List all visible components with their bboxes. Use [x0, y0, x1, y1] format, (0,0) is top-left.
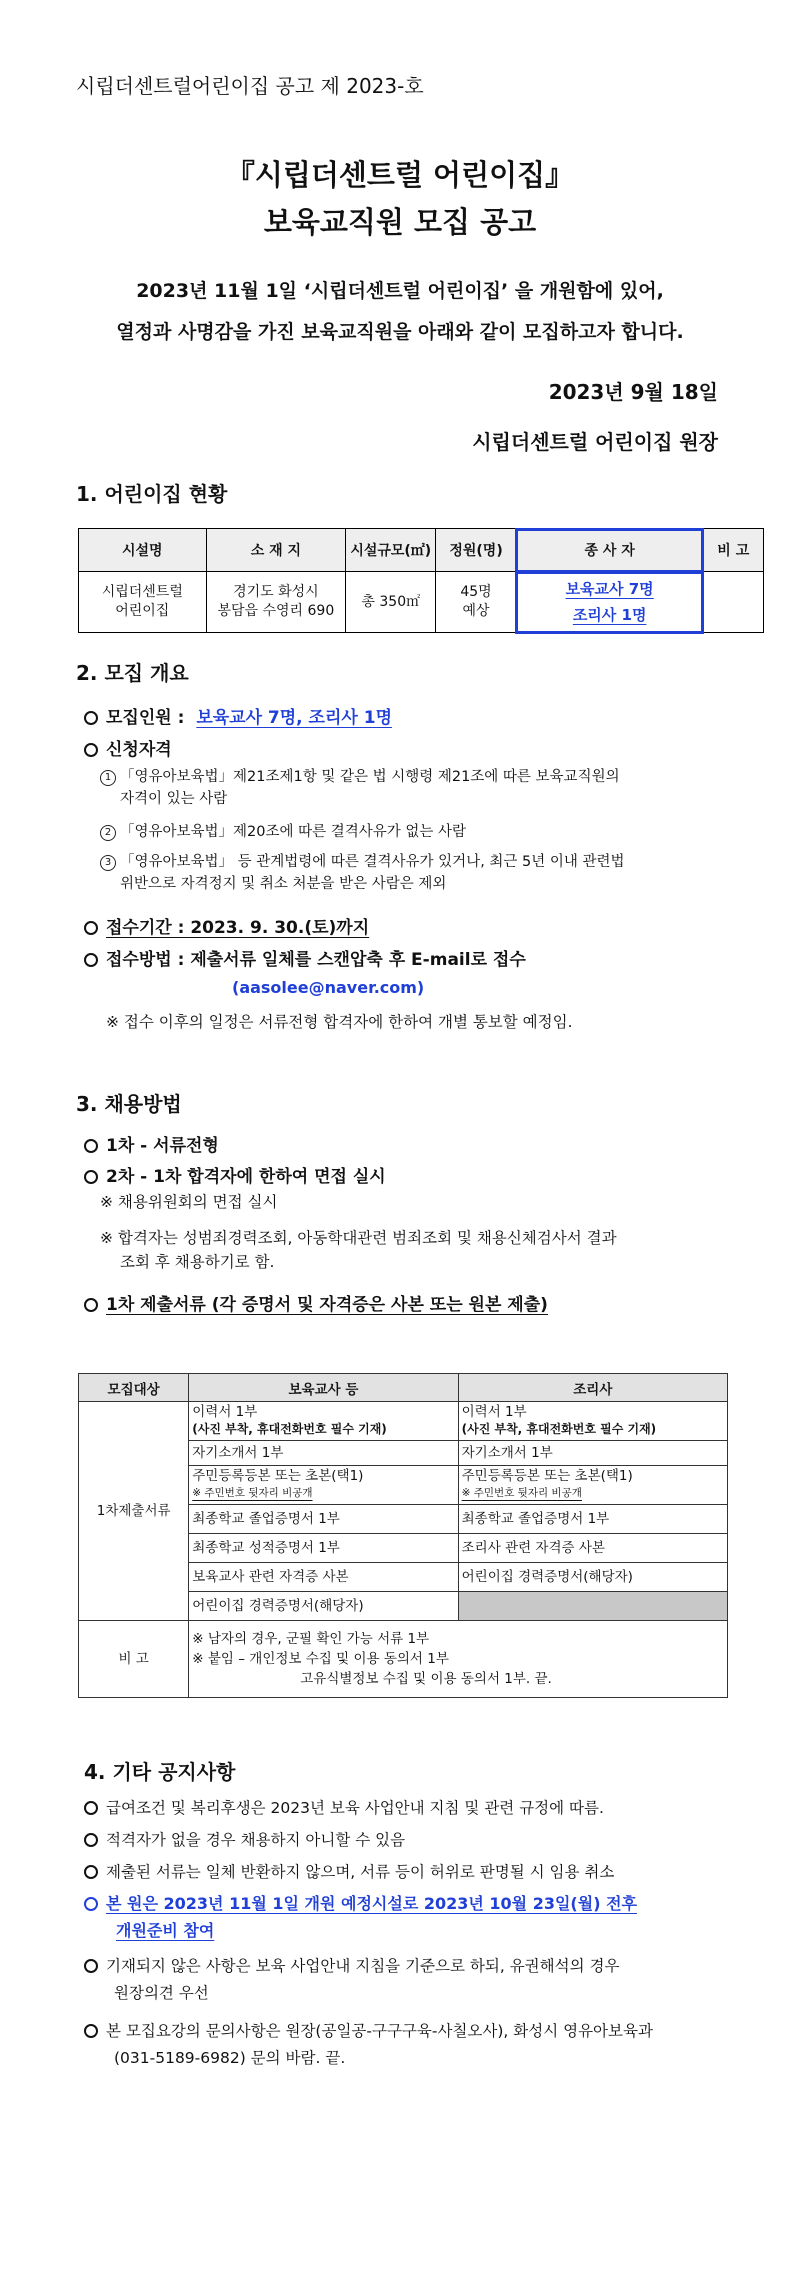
circled-number-icon: 3 [100, 855, 116, 871]
facility-size: 총 350㎡ [346, 572, 436, 633]
interview-note: ※ 채용위원회의 면접 실시 [100, 1193, 278, 1211]
notice-item: 기재되지 않은 사항은 보육 사업안내 지침을 기준으로 하되, 유권해석의 경우 원장의견 우선 [84, 1953, 619, 2007]
circle-bullet-icon [84, 1801, 98, 1815]
table-row: 자기소개서 1부 자기소개서 1부 [79, 1441, 728, 1466]
circle-bullet-icon [84, 1897, 98, 1911]
col-header: 종 사 자 [516, 529, 703, 572]
circled-number-icon: 2 [100, 825, 116, 841]
section-3-heading: 3. 채용방법 [76, 1092, 182, 1116]
notice-item: 급여조건 및 복리후생은 2023년 보육 사업안내 지침 및 관련 규정에 따름. [84, 1795, 604, 1822]
notice-number: 시립더센트럴어린이집 공고 제 2023-호 [76, 74, 424, 98]
circle-bullet-icon [84, 1139, 98, 1153]
col-header: 정원(명) [436, 529, 516, 572]
facility-staff: 보육교사 7명 조리사 1명 [516, 572, 703, 633]
col-header: 모집대상 [79, 1374, 189, 1402]
docs-heading: 1차 제출서류 (각 증명서 및 자격증은 사본 또는 원본 제출) [84, 1290, 548, 1315]
col-header: 비 고 [703, 529, 763, 572]
section-1-heading: 1. 어린이집 현황 [76, 482, 228, 506]
notice-item-highlight: 본 원은 2023년 11월 1일 개원 예정시설로 2023년 10월 23일(월) 전후 개원준비 참여 [84, 1890, 637, 1944]
facility-remark [703, 572, 763, 633]
qualification-item: 1 「영유아보육법」제21조제1항 및 같은 법 시행령 제21조에 따른 보육교직원의 자격이 있는 사람 [100, 766, 620, 810]
facility-address: 경기도 화성시 봉담읍 수영리 690 [206, 572, 346, 633]
step-1: 1차 - 서류전형 [84, 1131, 219, 1156]
col-header: 시설규모(㎡) [346, 529, 436, 572]
background-check-note: ※ 합격자는 성범죄경력조회, 아동학대관련 범죄조회 및 채용신체검사서 결과 조회 후 채용하기로 함. [100, 1229, 617, 1271]
application-method: 접수방법 : 제출서류 일체를 스캔압축 후 E-mail로 접수 [84, 945, 526, 970]
col-header: 보육교사 등 [189, 1374, 458, 1402]
step-2: 2차 - 1차 합격자에 한하여 면접 실시 [84, 1162, 386, 1187]
application-period: 접수기간 : 2023. 9. 30.(토)까지 [84, 913, 369, 938]
signature: 시립더센트럴 어린이집 원장 [472, 430, 718, 454]
col-header: 조리사 [458, 1374, 727, 1402]
page-subtitle: 보육교직원 모집 공고 [263, 205, 537, 239]
col-header: 시설명 [79, 529, 207, 572]
circle-bullet-icon [84, 2024, 98, 2038]
table-row: 최종학교 성적증명서 1부 조리사 관련 자격증 사본 [79, 1534, 728, 1563]
notice-item: 적격자가 없을 경우 채용하지 아니할 수 있음 [84, 1827, 405, 1854]
qualification-item: 3 「영유아보육법」 등 관계법령에 따른 결격사유가 있거나, 최근 5년 이내 관련법 위반으로 자격정지 및 취소 처분을 받은 사람은 제외 [100, 851, 625, 895]
circle-bullet-icon [84, 953, 98, 967]
facility-name: 시립더센트럴 어린이집 [79, 572, 207, 633]
remark-label: 비 고 [79, 1621, 189, 1698]
circle-bullet-icon [84, 1170, 98, 1184]
documents-table [78, 1373, 728, 1698]
table-row: 1차제출서류 이력서 1부 (사진 부착, 휴대전화번호 필수 기재) 이력서 1부 (사진 부착, 휴대전화번호 필수 기재) [79, 1402, 728, 1441]
circle-bullet-icon [84, 1833, 98, 1847]
page-title: 『시립더센트럴 어린이집』 [225, 158, 575, 192]
table-row: 보육교사 관련 자격증 사본 어린이집 경력증명서(해당자) [79, 1563, 728, 1592]
qualification-item: 2 「영유아보육법」제20조에 따른 결격사유가 없는 사람 [100, 821, 466, 843]
notice-date: 2023년 9월 18일 [548, 380, 718, 404]
docs-category: 1차제출서류 [79, 1402, 189, 1621]
circle-bullet-icon [84, 921, 98, 935]
intro-line-1: 2023년 11월 1일 ‘시립더센트럴 어린이집’ 을 개원함에 있어, [136, 280, 664, 302]
facility-table [78, 528, 764, 633]
table-row: 주민등록등본 또는 초본(택1) ※ 주민번호 뒷자리 비공개 주민등록등본 또는 초본(택1) ※ 주민번호 뒷자리 비공개 [79, 1466, 728, 1505]
remark-content: ※ 남자의 경우, 군필 확인 가능 서류 1부 ※ 붙임 – 개인정보 수집 및 이용 동의서 1부 고유식별정보 수집 및 이용 동의서 1부. 끝. [189, 1621, 728, 1698]
facility-capacity: 45명 예상 [436, 572, 516, 633]
circle-bullet-icon [84, 743, 98, 757]
table-row: 최종학교 졸업증명서 1부 최종학교 졸업증명서 1부 [79, 1505, 728, 1534]
section-2-heading: 2. 모집 개요 [76, 661, 189, 685]
col-header: 소 재 지 [206, 529, 346, 572]
notice-item: 본 모집요강의 문의사항은 원장(공일공-구구구육-사칠오사), 화성시 영유아보육과 (031-5189-6982) 문의 바람. 끝. [84, 2018, 653, 2072]
circle-bullet-icon [84, 1865, 98, 1879]
circle-bullet-icon [84, 711, 98, 725]
intro-line-2: 열정과 사명감을 가진 보육교직원을 아래와 같이 모집하고자 합니다. [116, 321, 684, 343]
section-4-heading: 4. 기타 공지사항 [84, 1760, 236, 1784]
circle-bullet-icon [84, 1298, 98, 1312]
recruit-count: 모집인원 : 보육교사 7명, 조리사 1명 [84, 703, 392, 728]
table-row: 어린이집 경력증명서(해당자) [79, 1592, 728, 1621]
table-row [79, 1621, 728, 1698]
table-row [79, 572, 764, 633]
circled-number-icon: 1 [100, 770, 116, 786]
qualification-heading: 신청자격 [84, 735, 172, 760]
notice-item: 제출된 서류는 일체 반환하지 않으며, 서류 등이 허위로 판명될 시 임용 취소 [84, 1859, 614, 1886]
schedule-note: ※ 접수 이후의 일정은 서류전형 합격자에 한하여 개별 통보할 예정임. [106, 1013, 573, 1031]
email-link[interactable]: (aasolee@naver.com) [232, 978, 425, 997]
circle-bullet-icon [84, 1959, 98, 1973]
